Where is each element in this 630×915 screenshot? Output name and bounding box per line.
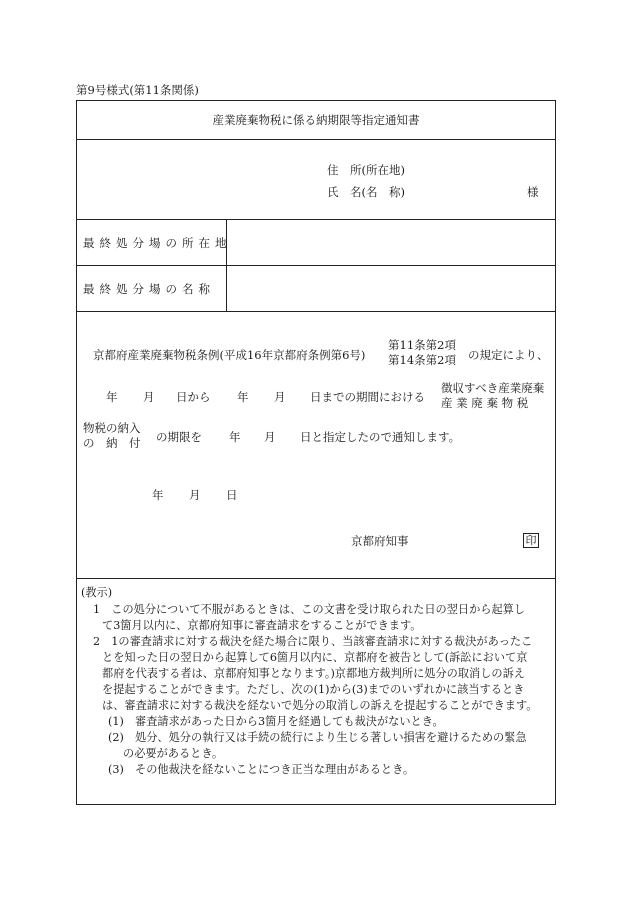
- notice-line: (3) その他裁決を経ないことにつき正当な理由があるとき。: [108, 763, 415, 776]
- date-day: 日: [226, 488, 238, 502]
- period-month-1: 月: [143, 390, 155, 404]
- ordinance-text: 京都府産業廃棄物税条例(平成16年京都府条例第6号): [93, 348, 366, 362]
- notice-line: の必要があるとき。: [123, 747, 224, 760]
- tax-choice-stack: [441, 381, 544, 411]
- payment-option: の 納 付: [83, 436, 141, 450]
- deadline-year: 年: [229, 430, 241, 444]
- notice-line: 2 1の審査請求に対する裁決を経た場合に限り、当該審査請求に対する裁決があったこ: [93, 635, 533, 648]
- deadline-prefix: の期限を: [156, 430, 202, 444]
- date-month: 月: [189, 488, 201, 502]
- article-option: 第14条第2項: [388, 353, 456, 367]
- form-number: 第9号様式(第11条関係): [76, 83, 199, 97]
- column-divider: [226, 219, 227, 311]
- seal-mark: 印: [523, 533, 539, 548]
- article-option: 第11条第2項: [388, 338, 456, 352]
- notice-line: (2) 処分、処分の執行又は手続の続行により生じる著しい損害を避けるための緊急: [108, 731, 527, 744]
- divider: [76, 265, 556, 266]
- honorific: 様: [527, 185, 539, 199]
- deadline-suffix: 日と指定したので通知します。: [300, 430, 461, 444]
- notice-line: とを知った日の翌日から起算して6箇月以内に、京都府を被告として(訴訟において京: [102, 651, 528, 664]
- provision-suffix: の規定により、: [468, 348, 549, 362]
- payment-option: 物税の納入: [83, 421, 141, 435]
- article-stack: [388, 338, 456, 368]
- document-title: 産業廃棄物税に係る納期限等指定通知書: [212, 113, 420, 127]
- site-location-label: 最終処分場の所在地: [83, 236, 232, 250]
- divider: [76, 219, 556, 220]
- notice-line: 1 この処分について不服があるときは、この文書を受け取られた日の翌日から起算し: [93, 603, 526, 616]
- notice-heading: (教示): [81, 586, 113, 599]
- notice-line: は、審査請求に対する裁決を経ないで処分の取消しの訴えを提起することができます。: [102, 699, 538, 712]
- site-name-label: 最終処分場の名称: [83, 282, 215, 296]
- notice-line: (1) 審査請求があった日から3箇月を経過しても裁決がないとき。: [108, 715, 444, 728]
- period-until: 日までの期間における: [310, 390, 425, 404]
- divider: [76, 311, 556, 312]
- governor-label: 京都府知事: [351, 534, 409, 548]
- notice-line: て3箇月以内に、京都府知事に審査請求をすることができます。: [102, 619, 422, 632]
- divider: [76, 139, 556, 140]
- payment-stack: [83, 421, 141, 451]
- period-year-1: 年: [106, 390, 118, 404]
- notice-line: を提起することができます。ただし、次の(1)から(3)までのいずれかに該当するとき: [102, 683, 525, 696]
- site-location-field[interactable]: [228, 221, 554, 263]
- deadline-month: 月: [264, 430, 276, 444]
- address-label: 住 所(所在地): [327, 163, 405, 177]
- notice-line: 都府を代表する者は、京都府知事となります。)京都地方裁判所に処分の取消しの訴え: [102, 667, 525, 680]
- date-year: 年: [152, 488, 164, 502]
- period-from: 日から: [176, 390, 211, 404]
- period-month-2: 月: [274, 390, 286, 404]
- divider: [76, 578, 556, 579]
- site-name-field[interactable]: [228, 267, 554, 309]
- tax-choice-option: 徴収すべき産業廃棄: [441, 381, 545, 395]
- period-year-2: 年: [237, 390, 249, 404]
- tax-choice-option: 産 業 廃 棄 物 税: [441, 396, 529, 410]
- name-label: 氏 名(名 称): [327, 185, 405, 199]
